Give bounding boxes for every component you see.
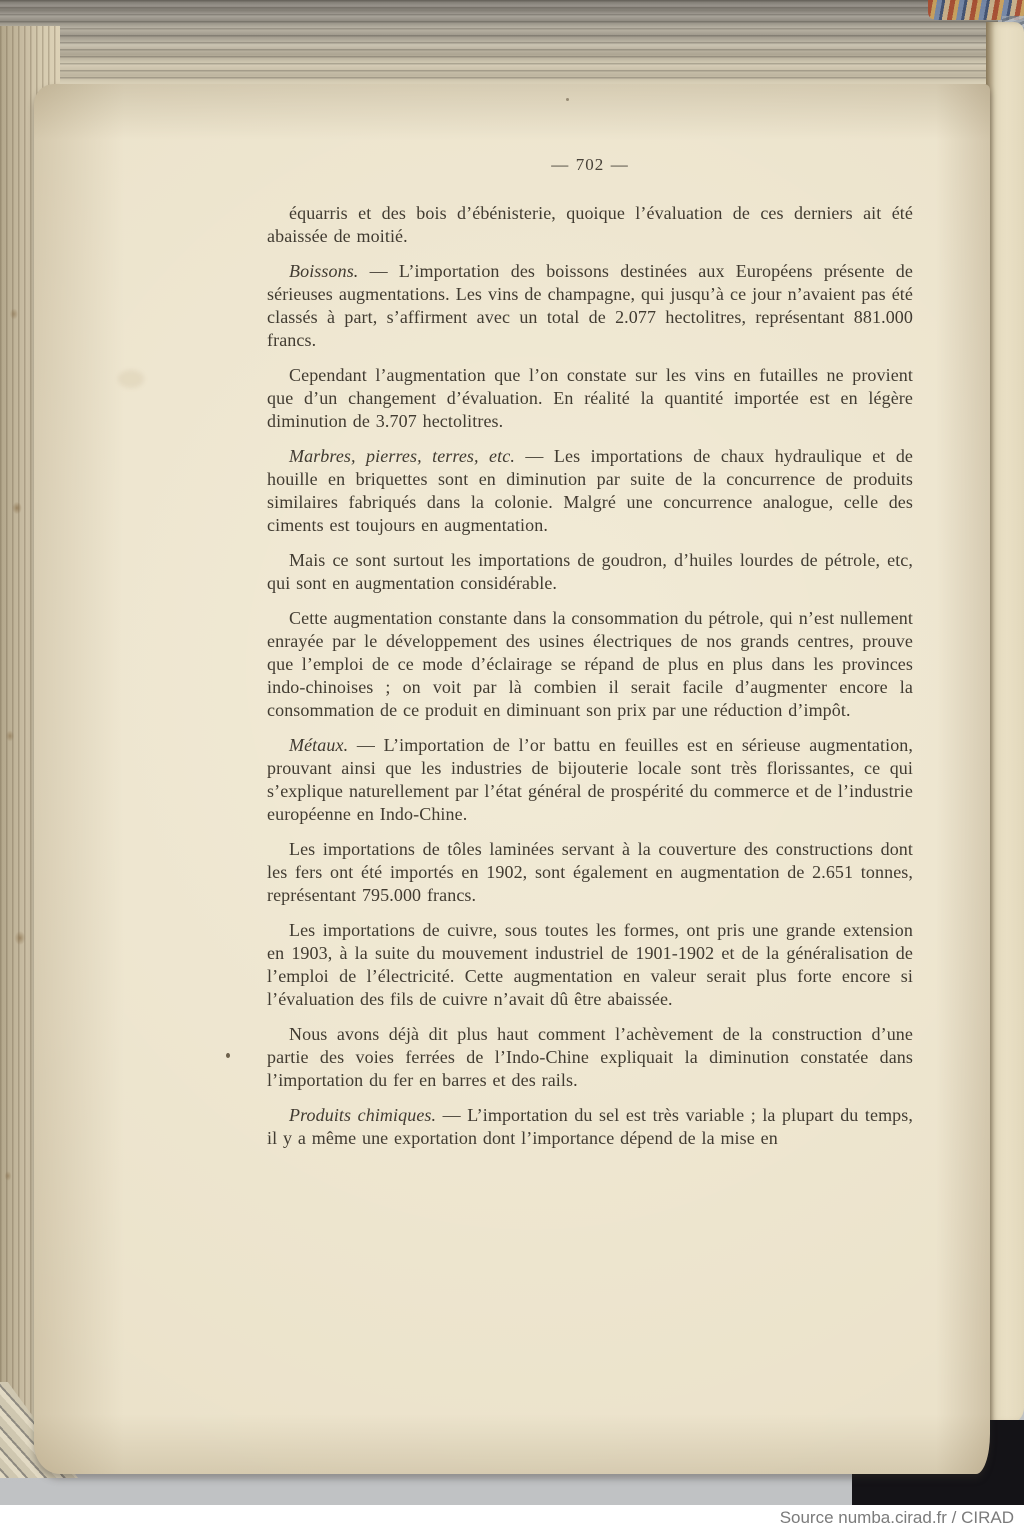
paragraph	[267, 838, 913, 907]
paragraph	[267, 919, 913, 1011]
paragraph-marbres	[267, 445, 913, 537]
paragraph-boissons	[267, 260, 913, 352]
paragraph-text: Nous avons déjà dit plus haut comment l’achèvement de la construction d’une partie des voies ferrées de l’Indo-Chine expliquait la diminution constatée dans l’importation du fer en barres et des rails.	[267, 1024, 913, 1090]
paragraph	[267, 607, 913, 722]
paragraph-text: Mais ce sont surtout les importations de goudron, d’huiles lourdes de pétrole, etc, qui sont en augmentation considérable.	[267, 550, 913, 593]
source-attribution: Source numba.cirad.fr / CIRAD	[779, 1508, 1014, 1527]
page-number: — 702 —	[551, 155, 629, 174]
paragraph-produits-chimiques	[267, 1104, 913, 1150]
paragraph-text: Les importations de tôles laminées servant à la couverture des constructions dont les fers ont été importés en 1902, sont également en augmentation de 2.651 tonnes, représentant 795.000 francs.	[267, 839, 913, 905]
paragraph-text: — L’importation du sel est très variable ; la plupart du temps, il y a même une exportation dont l’importance dépend de la mise en	[267, 1105, 913, 1148]
paragraph-lead: Boissons.	[289, 261, 359, 281]
paragraph-lead: Métaux.	[289, 735, 349, 755]
paragraph	[267, 549, 913, 595]
paragraph-text: équarris et des bois d’ébénisterie, quoique l’évaluation de ces derniers ait été abaissée de moitié.	[267, 203, 913, 246]
book-page	[34, 84, 990, 1474]
paragraph-text: Cependant l’augmentation que l’on constate sur les vins en futailles ne provient que d’un changement d’évaluation. En réalité la quantité importée est en légère diminution de 3.707 hectolitres.	[267, 365, 913, 431]
paragraph-lead: Produits chimiques.	[289, 1105, 437, 1125]
paragraph-metaux	[267, 734, 913, 826]
paragraph-text: — Les importations de chaux hydraulique et de houille en briquettes sont en diminution par suite de la concurrence de produits similaires fabriqués dans la colonie. Malgré une concurrence analogue, celle des ciments est toujours en augmentation.	[267, 446, 914, 535]
page-text-block	[267, 156, 913, 1162]
ink-speck	[566, 98, 569, 101]
paragraph	[267, 364, 913, 433]
paragraph-text: — L’importation de l’or battu en feuilles est en sérieuse augmentation, prouvant ainsi que les industries de bijouterie locale sont très florissantes, ce qui s’explique naturellement par l’état général de prospérité du commerce et de l’industrie européenne en Indo-Chine.	[267, 735, 913, 824]
paragraph-text: — L’importation des boissons destinées aux Européens présente de sérieuses augmentations. Les vins de champagne, qui jusqu’à ce jour n’avaient pas été classés à part, s’affirment avec un total de 2.077 hectolitres, représentant 881.000 francs.	[267, 261, 913, 350]
paragraph	[267, 1023, 913, 1092]
paragraph	[267, 202, 913, 248]
attribution-bar	[0, 1505, 1024, 1530]
paper-stain	[118, 370, 144, 388]
next-page-edge	[986, 22, 1024, 1424]
paragraph-text: Les importations de cuivre, sous toutes les formes, ont pris une grande extension en 1903, à la suite du mouvement industriel de 1901-1902 et de la généralisation de l’emploi de l’électricité. Cette augmentation en valeur serait plus forte encore si l’évaluation des fils de cuivre n’avait dû être abaissée.	[267, 920, 913, 1009]
paragraph-text: Cette augmentation constante dans la consommation du pétrole, qui n’est nullement enrayée par le développement des usines électriques de nos grands centres, prouve que l’emploi de ce mode d’éclairage se répand de plus en plus dans les provinces indo-chinoises ; on voit par là combien il serait facile d’augmenter encore la consommation de ce produit en diminuant son prix par une réduction d’impôt.	[267, 608, 913, 720]
page-stack-top-edge	[0, 0, 998, 92]
ink-speck	[226, 1053, 230, 1058]
paragraph-lead: Marbres, pierres, terres, etc.	[289, 446, 515, 466]
